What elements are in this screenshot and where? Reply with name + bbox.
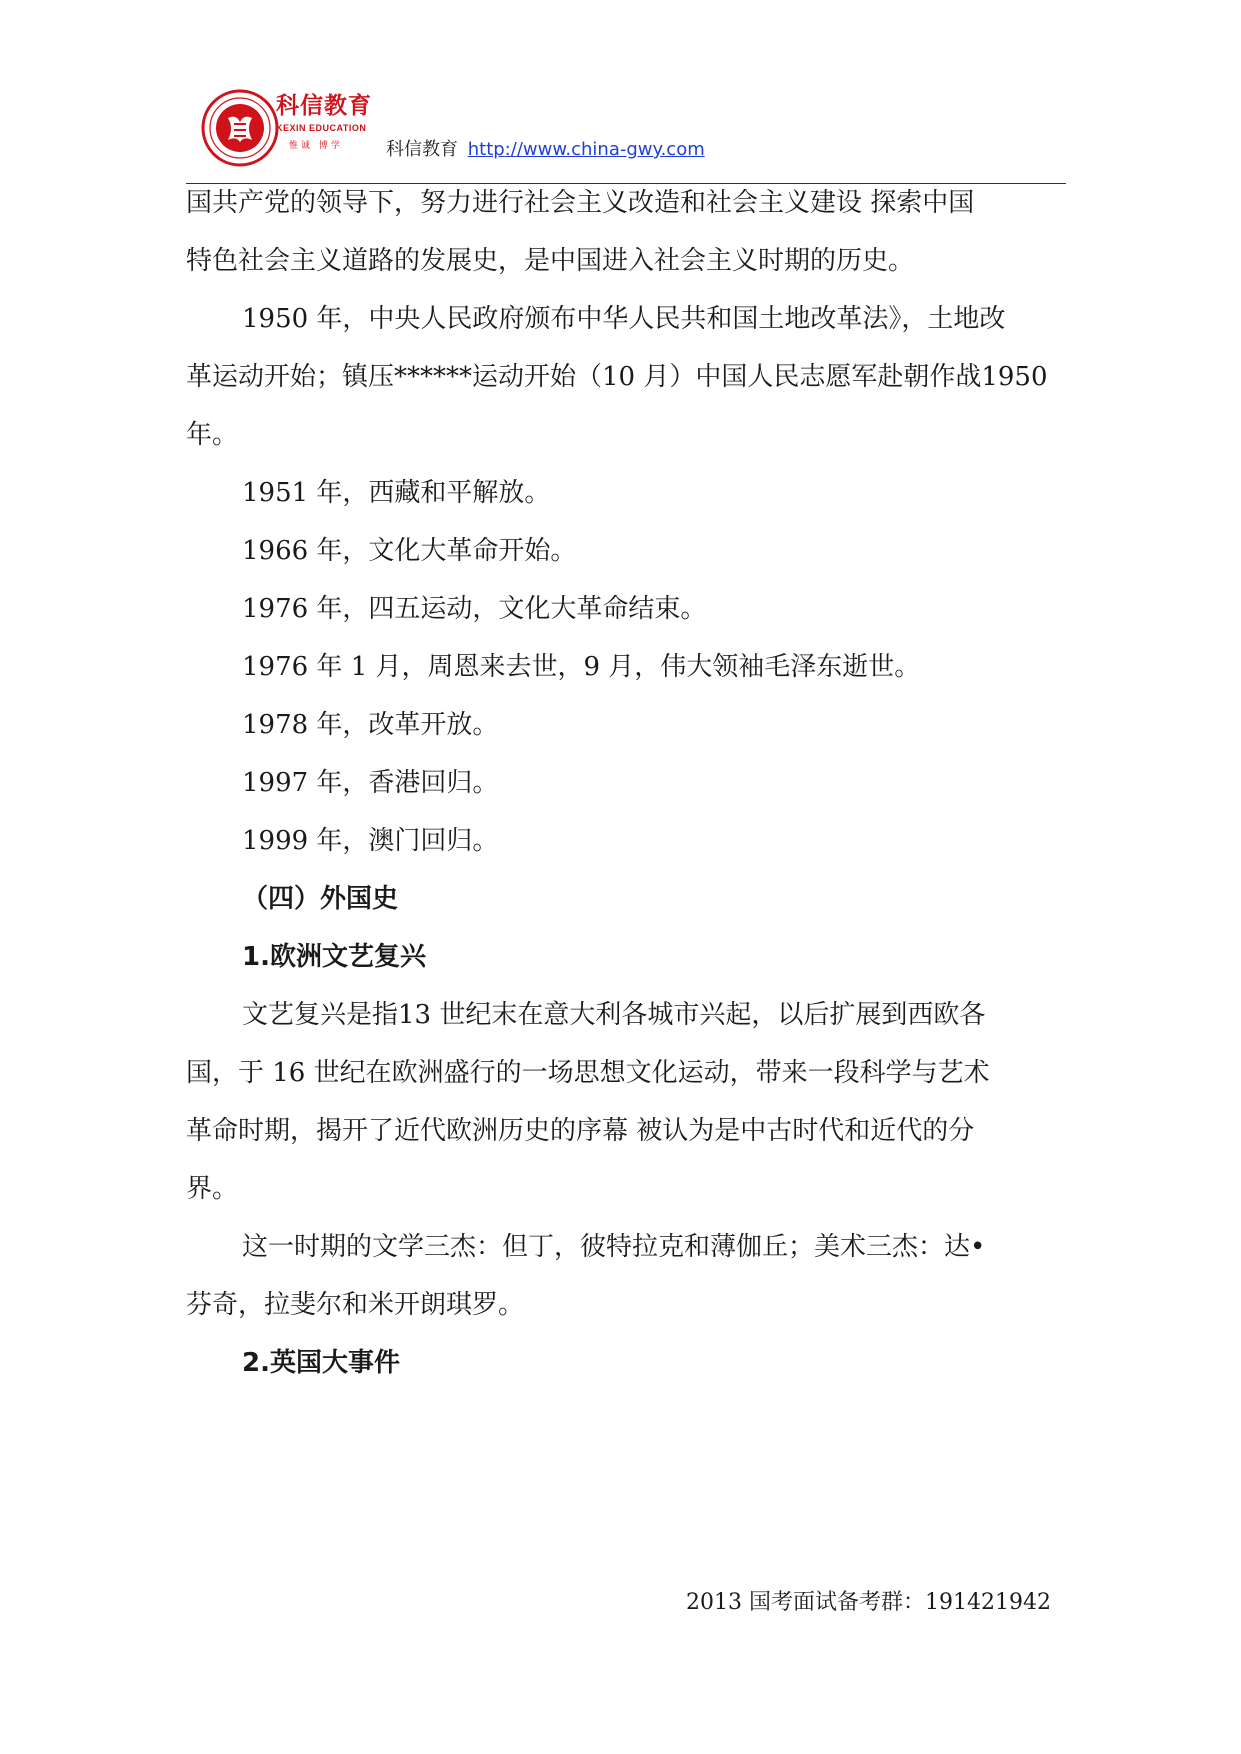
body-line: 界。 <box>186 1174 239 1204</box>
body-line: 革运动开始；镇压******运动开始（10 月）中国人民志愿军赴朝作战1950 <box>186 362 1048 392</box>
site-label: 科信教育 <box>386 139 458 160</box>
brand-motto: 惟诚 博学 <box>289 141 343 151</box>
body-line: 1978 年，改革开放。 <box>242 710 499 740</box>
body-line: 国，于 16 世纪在欧洲盛行的一场思想文化运动，带来一段科学与艺术 <box>186 1058 990 1088</box>
kexin-logo-icon <box>200 88 280 168</box>
subsection-heading: 2.英国大事件 <box>242 1348 400 1378</box>
body-line: 年。 <box>186 420 239 450</box>
page-footer: 2013 国考面试备考群：191421942 <box>686 1590 1051 1615</box>
body-line: 特色社会主义道路的发展史，是中国进入社会主义时期的历史。 <box>186 246 915 276</box>
page-header <box>186 78 1066 178</box>
body-line: 这一时期的文学三杰：但丁，彼特拉克和薄伽丘；美术三杰：达• <box>242 1232 986 1262</box>
body-line: 革命时期，揭开了近代欧洲历史的序幕 被认为是中古时代和近代的分 <box>186 1116 975 1146</box>
brand-name: 科信教育 <box>276 93 372 119</box>
body-line: 1976 年，四五运动，文化大革命结束。 <box>242 594 707 624</box>
site-url-link[interactable]: http://www.china-gwy.com <box>467 139 705 160</box>
body-line: 国共产党的领导下，努力进行社会主义改造和社会主义建设 探索中国 <box>186 188 975 218</box>
body-line: 芬奇，拉斐尔和米开朗琪罗。 <box>186 1290 525 1320</box>
body-line: 1997 年，香港回归。 <box>242 768 499 798</box>
subsection-heading: 1.欧洲文艺复兴 <box>242 942 426 972</box>
section-heading: （四）外国史 <box>242 884 399 914</box>
header-site-info <box>386 135 705 161</box>
body-line: 1976 年 1 月，周恩来去世，9 月，伟大领袖毛泽东逝世。 <box>242 652 921 682</box>
brand-english-name: KEXIN EDUCATION <box>276 123 367 133</box>
body-line: 1999 年，澳门回归。 <box>242 826 499 856</box>
body-line: 1966 年，文化大革命开始。 <box>242 536 577 566</box>
body-line: 1950 年，中央人民政府颁布中华人民共和国土地改革法》，土地改 <box>242 304 1006 334</box>
body-line: 1951 年，西藏和平解放。 <box>242 478 551 508</box>
body-line: 文艺复兴是指13 世纪末在意大利各城市兴起，以后扩展到西欧各 <box>242 1000 986 1030</box>
